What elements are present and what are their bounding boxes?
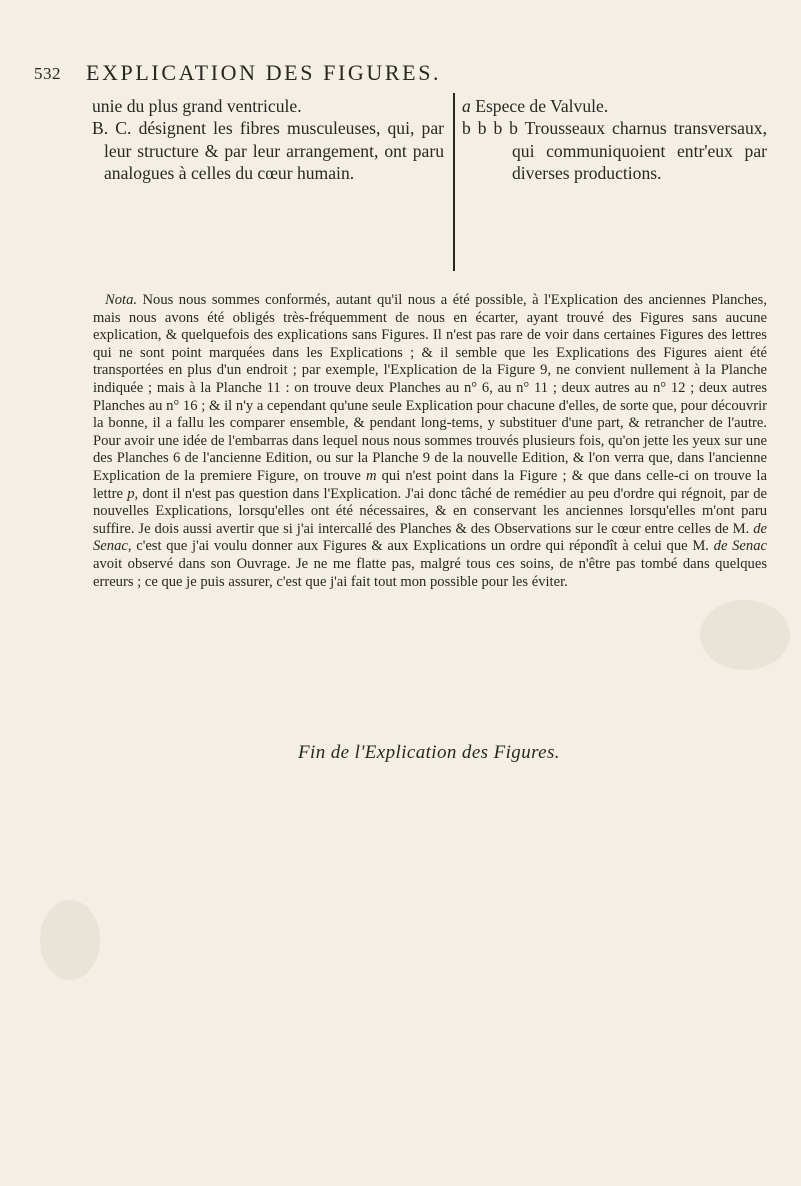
- legend-key: a: [462, 96, 471, 116]
- author-name: de Senac: [93, 520, 767, 555]
- legend-key: B. C.: [92, 118, 132, 139]
- nota-paragraph: [93, 292, 767, 591]
- author-name: de Senac: [713, 538, 767, 555]
- nota-text: avoit observé dans son Ouvrage. Je ne me flatte pas, malgré tous ces soins, de n'être pas tombé dans quelques erreurs ; ce que je puis assurer, c'est que j'ai fait tout mon possible pour les éviter.: [93, 555, 767, 590]
- continuation-line: unie du plus grand ventricule.: [92, 96, 302, 116]
- column-divider: [453, 93, 455, 271]
- nota-text: qui n'est point dans la Figure ; & que dans celle-ci on trouve la lettre: [93, 467, 767, 502]
- letter-m: m: [365, 467, 377, 484]
- nota-text: , c'est que j'ai voulu donner aux Figures & aux Explications un ordre qui répondît à celui que M.: [127, 538, 709, 555]
- nota-label: Nota.: [105, 292, 138, 308]
- running-title: EXPLICATION DES FIGURES.: [86, 60, 442, 85]
- paper-stain: [700, 600, 790, 670]
- page-header: [34, 60, 754, 90]
- left-column: [92, 95, 444, 185]
- nota-text: Nous nous sommes conformés, autant qu'il nous a été possible, à l'Explication des anciennes Planches, mais nous avons été obligés très-fréquemment de nous en écarter, ayant trouvé des Figures sans aucune explication, & quelquefois des explications sans Figures. Il n'est pas rare de voir dans certaines Figures des lettres qui ne sont point marquées dans les Explications ; & il semble que les Explications des Figures aient été transportées en plus d'un endroit ; par exemple, l'Explication de la Figure 9, ne convient nullement à la Planche indiquée ; mais à la Planche 11 : on trouve deux Planches au n° 6, au n° 11 ; deux autres au n° 12 ; deux autres Planches au n° 16 ; & il n'y a cependant qu'une seule Explication pour chacune d'elles, de sorte que, pour découvrir la bonne, il a fallu les comparer ensemble, & pendant long-tems, y substituer d'une part, & retrancher de l'autre. Pour avoir une idée de l'embarras dans lequel nous nous sommes trouvés plusieurs fois, qu'on jette les yeux sur une des Planches 6 de l'ancienne Edition, ou sur la Planche 9 de la nouvelle Edition, & l'on verra que, dans l'ancienne Explication de la premiere Figure, on trouve: [93, 292, 767, 484]
- legend-entry-bc: [92, 117, 444, 184]
- legend-text: désignent les fibres musculeuses, qui, par leur structure & par leur arrangement, ont paru analogues à celles du cœur humain.: [104, 118, 445, 184]
- page-number: 532: [34, 64, 61, 83]
- paper-stain: [40, 900, 100, 980]
- legend-text: Espece de Valvule.: [475, 96, 609, 116]
- nota-text: , dont il n'est pas question dans l'Explication. J'ai donc tâché de remédier au peu d'ordre qui régnoit, par de nouvelles Explications, lorsqu'elles ont été nécessaires, & en conservant les anciennes lorsqu'elles m'ont paru suffire. Je dois aussi avertir que si j'ai intercallé des Planches & des Observations sur le cœur entre celles de M.: [93, 485, 767, 537]
- legend-key: b b b b: [462, 118, 518, 139]
- right-column: [462, 95, 767, 185]
- letter-p: p: [127, 485, 135, 502]
- legend-entry-a: [462, 95, 767, 117]
- end-line: Fin de l'Explication des Figures.: [298, 742, 560, 763]
- legend-text: Trousseaux charnus transversaux, qui communiquoient entr'eux par diverses productions.: [512, 118, 767, 184]
- legend-entry-bbbb: [462, 117, 767, 184]
